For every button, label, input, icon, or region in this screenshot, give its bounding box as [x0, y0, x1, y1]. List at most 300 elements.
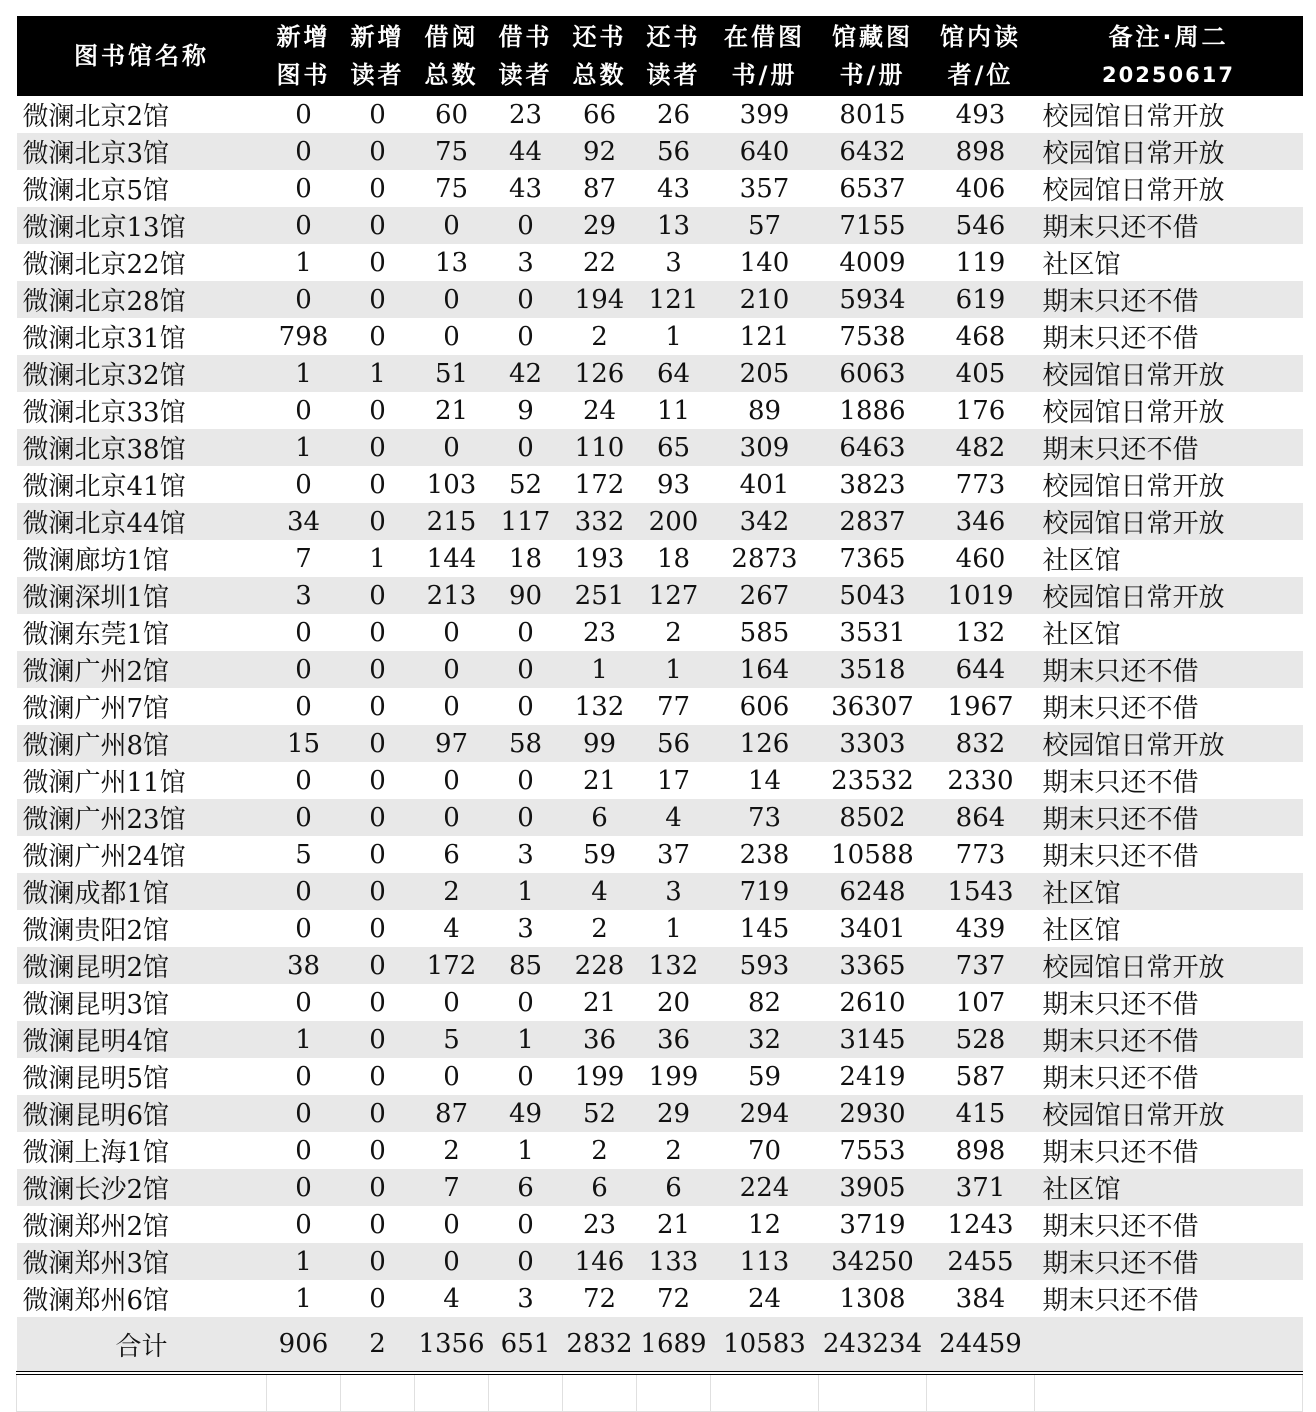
- cell-return-readers[interactable]: 3: [637, 873, 711, 910]
- cell-borrow-readers[interactable]: 6: [489, 1169, 563, 1206]
- cell-new-readers[interactable]: 0: [369, 839, 386, 870]
- cell-borrow-readers[interactable]: 0: [489, 281, 563, 318]
- cell-library-name[interactable]: 微澜广州11馆: [22, 768, 186, 798]
- cell-note[interactable]: 校园馆日常开放: [1042, 472, 1225, 502]
- cell-holdings[interactable]: 5043: [819, 577, 927, 614]
- cell-borrow-total[interactable]: 4: [443, 913, 460, 944]
- cell-note[interactable]: 期末只还不借: [1035, 429, 1303, 466]
- cell-new-readers[interactable]: 0: [369, 469, 386, 500]
- cell-return-readers[interactable]: 64: [637, 355, 711, 392]
- empty-cell[interactable]: [415, 1373, 489, 1412]
- cell-holdings[interactable]: 7155: [819, 207, 927, 244]
- cell-new-books[interactable]: 0: [295, 173, 312, 204]
- cell-note[interactable]: 期末只还不借: [1035, 1243, 1303, 1280]
- cell-borrow-total[interactable]: 0: [443, 321, 460, 352]
- cell-return-total[interactable]: 87: [582, 173, 617, 204]
- cell-note[interactable]: 期末只还不借: [1042, 1212, 1199, 1242]
- cell-on-loan[interactable]: 113: [711, 1243, 819, 1280]
- cell-seats[interactable]: 1243: [947, 1209, 1014, 1240]
- cell-note[interactable]: 校园馆日常开放: [1035, 133, 1303, 170]
- cell-borrow-total[interactable]: 0: [443, 987, 460, 1018]
- total-holdings[interactable]: 243234: [819, 1317, 927, 1373]
- cell-return-readers[interactable]: 17: [656, 765, 691, 796]
- cell-new-books[interactable]: 0: [267, 873, 341, 910]
- cell-holdings[interactable]: 6432: [819, 133, 927, 170]
- cell-library-name[interactable]: 微澜北京13馆: [17, 207, 267, 244]
- cell-note[interactable]: 社区馆: [1042, 250, 1121, 280]
- cell-return-total[interactable]: 24: [582, 395, 617, 426]
- cell-holdings[interactable]: 3531: [839, 617, 906, 648]
- cell-new-books[interactable]: 0: [295, 1061, 312, 1092]
- cell-new-books[interactable]: 0: [295, 765, 312, 796]
- cell-borrow-total[interactable]: 0: [443, 617, 460, 648]
- cell-borrow-readers[interactable]: 0: [517, 765, 534, 796]
- cell-new-books[interactable]: 0: [295, 395, 312, 426]
- cell-return-total[interactable]: 199: [574, 1061, 625, 1092]
- cell-holdings[interactable]: 4009: [839, 247, 906, 278]
- cell-seats[interactable]: 119: [955, 247, 1006, 278]
- cell-library-name[interactable]: 微澜北京31馆: [22, 324, 186, 354]
- cell-seats[interactable]: 346: [927, 503, 1035, 540]
- cell-return-readers[interactable]: 6: [637, 1169, 711, 1206]
- cell-borrow-readers[interactable]: 3: [517, 247, 534, 278]
- cell-new-readers[interactable]: 0: [369, 1135, 386, 1166]
- cell-borrow-total[interactable]: 0: [415, 799, 489, 836]
- cell-note[interactable]: 校园馆日常开放: [1042, 398, 1225, 428]
- cell-library-name[interactable]: 微澜长沙2馆: [17, 1169, 267, 1206]
- cell-return-total[interactable]: 193: [574, 543, 625, 574]
- total-seats[interactable]: 24459: [927, 1317, 1035, 1373]
- cell-return-readers[interactable]: 133: [637, 1243, 711, 1280]
- cell-note[interactable]: 期末只还不借: [1042, 694, 1199, 724]
- cell-new-books[interactable]: 0: [267, 651, 341, 688]
- cell-new-readers[interactable]: 0: [341, 207, 415, 244]
- cell-borrow-readers[interactable]: 0: [489, 799, 563, 836]
- cell-holdings[interactable]: 7538: [839, 321, 906, 352]
- cell-new-books[interactable]: 34: [267, 503, 341, 540]
- cell-library-name[interactable]: 微澜昆明5馆: [22, 1064, 170, 1094]
- empty-cell[interactable]: [637, 1373, 711, 1412]
- cell-borrow-readers[interactable]: 1: [489, 1021, 563, 1058]
- cell-note[interactable]: 期末只还不借: [1042, 990, 1199, 1020]
- cell-library-name[interactable]: 微澜廊坊1馆: [22, 546, 170, 576]
- cell-borrow-total[interactable]: 103: [426, 469, 477, 500]
- total-new-books[interactable]: 906: [267, 1317, 341, 1373]
- cell-return-readers[interactable]: 43: [656, 173, 691, 204]
- cell-seats[interactable]: 1019: [927, 577, 1035, 614]
- cell-on-loan[interactable]: 24: [747, 1283, 782, 1314]
- cell-note[interactable]: 期末只还不借: [1042, 842, 1199, 872]
- cell-library-name[interactable]: 微澜广州23馆: [17, 799, 267, 836]
- cell-note[interactable]: 期末只还不借: [1035, 799, 1303, 836]
- cell-on-loan[interactable]: 401: [739, 469, 790, 500]
- cell-return-readers[interactable]: 1: [665, 321, 682, 352]
- cell-seats[interactable]: 773: [955, 469, 1006, 500]
- cell-new-books[interactable]: 1: [295, 1283, 312, 1314]
- cell-return-readers[interactable]: 65: [637, 429, 711, 466]
- cell-holdings[interactable]: 2930: [819, 1095, 927, 1132]
- cell-return-readers[interactable]: 93: [656, 469, 691, 500]
- cell-on-loan[interactable]: 238: [739, 839, 790, 870]
- cell-borrow-total[interactable]: 4: [443, 1283, 460, 1314]
- cell-library-name[interactable]: 微澜广州2馆: [17, 651, 267, 688]
- cell-holdings[interactable]: 3145: [819, 1021, 927, 1058]
- cell-library-name[interactable]: 微澜北京44馆: [17, 503, 267, 540]
- cell-borrow-readers[interactable]: 18: [508, 543, 543, 574]
- cell-new-readers[interactable]: 0: [341, 577, 415, 614]
- cell-holdings[interactable]: 7553: [839, 1135, 906, 1166]
- cell-holdings[interactable]: 2610: [839, 987, 906, 1018]
- cell-borrow-readers[interactable]: 1: [489, 873, 563, 910]
- cell-new-books[interactable]: 0: [295, 1209, 312, 1240]
- cell-borrow-total[interactable]: 215: [415, 503, 489, 540]
- cell-on-loan[interactable]: 267: [711, 577, 819, 614]
- cell-new-readers[interactable]: 0: [369, 1283, 386, 1314]
- cell-return-readers[interactable]: 127: [637, 577, 711, 614]
- cell-borrow-readers[interactable]: 85: [489, 947, 563, 984]
- cell-new-books[interactable]: 0: [267, 133, 341, 170]
- cell-borrow-total[interactable]: 0: [415, 651, 489, 688]
- cell-return-readers[interactable]: 77: [656, 691, 691, 722]
- cell-return-readers[interactable]: 1: [637, 651, 711, 688]
- cell-on-loan[interactable]: 357: [739, 173, 790, 204]
- cell-return-total[interactable]: 22: [582, 247, 617, 278]
- cell-on-loan[interactable]: 121: [739, 321, 790, 352]
- cell-library-name[interactable]: 微澜北京2馆: [22, 102, 170, 132]
- cell-borrow-total[interactable]: 0: [415, 429, 489, 466]
- cell-holdings[interactable]: 3365: [819, 947, 927, 984]
- cell-borrow-total[interactable]: 0: [415, 207, 489, 244]
- cell-return-readers[interactable]: 29: [637, 1095, 711, 1132]
- cell-return-total[interactable]: 6: [563, 799, 637, 836]
- cell-borrow-total[interactable]: 75: [434, 173, 469, 204]
- cell-library-name[interactable]: 微澜北京33馆: [22, 398, 186, 428]
- cell-borrow-readers[interactable]: 44: [489, 133, 563, 170]
- cell-note[interactable]: 期末只还不借: [1035, 207, 1303, 244]
- cell-return-readers[interactable]: 121: [637, 281, 711, 318]
- cell-return-readers[interactable]: 20: [656, 987, 691, 1018]
- cell-on-loan[interactable]: 205: [711, 355, 819, 392]
- cell-borrow-readers[interactable]: 0: [489, 429, 563, 466]
- cell-holdings[interactable]: 8015: [839, 99, 906, 130]
- header-new-readers[interactable]: 新增 读者: [341, 16, 415, 96]
- cell-return-readers[interactable]: 72: [656, 1283, 691, 1314]
- cell-seats[interactable]: 405: [927, 355, 1035, 392]
- cell-library-name[interactable]: 微澜昆明2馆: [17, 947, 267, 984]
- cell-on-loan[interactable]: 719: [711, 873, 819, 910]
- cell-library-name[interactable]: 微澜北京22馆: [22, 250, 186, 280]
- cell-new-readers[interactable]: 0: [369, 247, 386, 278]
- cell-new-books[interactable]: 0: [267, 799, 341, 836]
- cell-holdings[interactable]: 1886: [839, 395, 906, 426]
- cell-new-books[interactable]: 0: [295, 99, 312, 130]
- cell-note[interactable]: 社区馆: [1042, 620, 1121, 650]
- total-borrow-readers[interactable]: 651: [489, 1317, 563, 1373]
- cell-borrow-total[interactable]: 144: [426, 543, 477, 574]
- cell-holdings[interactable]: 10588: [831, 839, 914, 870]
- cell-library-name[interactable]: 微澜郑州6馆: [22, 1286, 170, 1316]
- cell-seats[interactable]: 1543: [927, 873, 1035, 910]
- cell-return-total[interactable]: 36: [563, 1021, 637, 1058]
- header-borrow-readers[interactable]: 借书 读者: [489, 16, 563, 96]
- cell-holdings[interactable]: 1308: [839, 1283, 906, 1314]
- cell-note[interactable]: 校园馆日常开放: [1035, 503, 1303, 540]
- cell-on-loan[interactable]: 224: [711, 1169, 819, 1206]
- cell-note[interactable]: 社区馆: [1035, 873, 1303, 910]
- cell-new-books[interactable]: 798: [278, 321, 329, 352]
- cell-borrow-readers[interactable]: 0: [489, 651, 563, 688]
- cell-new-readers[interactable]: 0: [341, 1243, 415, 1280]
- cell-on-loan[interactable]: 57: [711, 207, 819, 244]
- cell-borrow-total[interactable]: 0: [443, 765, 460, 796]
- cell-library-name[interactable]: 微澜北京3馆: [17, 133, 267, 170]
- cell-new-readers[interactable]: 0: [369, 99, 386, 130]
- cell-new-books[interactable]: 0: [295, 617, 312, 648]
- cell-new-books[interactable]: 1: [267, 429, 341, 466]
- cell-library-name[interactable]: 微澜郑州3馆: [17, 1243, 267, 1280]
- cell-new-books[interactable]: 0: [295, 469, 312, 500]
- cell-on-loan[interactable]: 640: [711, 133, 819, 170]
- cell-seats[interactable]: 864: [927, 799, 1035, 836]
- cell-note[interactable]: 期末只还不借: [1035, 1021, 1303, 1058]
- total-return-readers[interactable]: 1689: [637, 1317, 711, 1373]
- cell-on-loan[interactable]: 164: [711, 651, 819, 688]
- cell-note[interactable]: 校园馆日常开放: [1035, 1095, 1303, 1132]
- cell-note[interactable]: 社区馆: [1042, 546, 1121, 576]
- cell-return-readers[interactable]: 132: [637, 947, 711, 984]
- cell-return-readers[interactable]: 26: [656, 99, 691, 130]
- empty-cell[interactable]: [927, 1373, 1035, 1412]
- cell-borrow-readers[interactable]: 49: [489, 1095, 563, 1132]
- cell-note[interactable]: 校园馆日常开放: [1035, 725, 1303, 762]
- cell-note[interactable]: 期末只还不借: [1042, 1286, 1199, 1316]
- cell-seats[interactable]: 898: [955, 1135, 1006, 1166]
- cell-borrow-readers[interactable]: 3: [517, 1283, 534, 1314]
- cell-borrow-total[interactable]: 87: [415, 1095, 489, 1132]
- cell-library-name[interactable]: 微澜上海1馆: [22, 1138, 170, 1168]
- cell-new-readers[interactable]: 0: [369, 765, 386, 796]
- cell-holdings[interactable]: 2837: [819, 503, 927, 540]
- cell-seats[interactable]: 737: [927, 947, 1035, 984]
- cell-borrow-total[interactable]: 13: [434, 247, 469, 278]
- cell-return-readers[interactable]: 13: [637, 207, 711, 244]
- cell-on-loan[interactable]: 59: [747, 1061, 782, 1092]
- header-new-books[interactable]: 新增 图书: [267, 16, 341, 96]
- cell-new-books[interactable]: 7: [295, 543, 312, 574]
- cell-note[interactable]: 社区馆: [1042, 916, 1121, 946]
- cell-borrow-readers[interactable]: 58: [489, 725, 563, 762]
- cell-library-name[interactable]: 微澜北京32馆: [17, 355, 267, 392]
- header-on-loan[interactable]: 在借图 书/册: [711, 16, 819, 96]
- total-borrow-total[interactable]: 1356: [415, 1317, 489, 1373]
- total-library-name[interactable]: 合计: [17, 1317, 267, 1373]
- cell-seats[interactable]: 371: [927, 1169, 1035, 1206]
- cell-return-readers[interactable]: 56: [637, 725, 711, 762]
- cell-holdings[interactable]: 3905: [819, 1169, 927, 1206]
- cell-library-name[interactable]: 微澜昆明6馆: [17, 1095, 267, 1132]
- cell-new-readers[interactable]: 0: [369, 987, 386, 1018]
- cell-library-name[interactable]: 微澜北京41馆: [22, 472, 186, 502]
- empty-cell[interactable]: [489, 1373, 563, 1412]
- cell-borrow-total[interactable]: 172: [415, 947, 489, 984]
- cell-new-readers[interactable]: 0: [341, 1021, 415, 1058]
- cell-return-total[interactable]: 251: [563, 577, 637, 614]
- cell-new-readers[interactable]: 0: [369, 173, 386, 204]
- cell-new-readers[interactable]: 0: [341, 799, 415, 836]
- cell-return-total[interactable]: 99: [563, 725, 637, 762]
- cell-return-readers[interactable]: 18: [656, 543, 691, 574]
- cell-new-readers[interactable]: 0: [369, 321, 386, 352]
- cell-seats[interactable]: 587: [955, 1061, 1006, 1092]
- cell-holdings[interactable]: 36307: [831, 691, 914, 722]
- cell-seats[interactable]: 132: [955, 617, 1006, 648]
- cell-holdings[interactable]: 3823: [839, 469, 906, 500]
- empty-cell[interactable]: [563, 1373, 637, 1412]
- cell-on-loan[interactable]: 606: [739, 691, 790, 722]
- cell-borrow-total[interactable]: 0: [443, 1061, 460, 1092]
- cell-new-readers[interactable]: 0: [341, 503, 415, 540]
- cell-new-readers[interactable]: 0: [369, 691, 386, 722]
- cell-new-readers[interactable]: 1: [341, 355, 415, 392]
- cell-seats[interactable]: 460: [955, 543, 1006, 574]
- cell-note[interactable]: 期末只还不借: [1042, 324, 1199, 354]
- cell-borrow-total[interactable]: 60: [434, 99, 469, 130]
- cell-return-readers[interactable]: 3: [665, 247, 682, 278]
- total-note[interactable]: [1035, 1317, 1303, 1373]
- cell-new-books[interactable]: 0: [267, 1169, 341, 1206]
- cell-new-readers[interactable]: 0: [341, 651, 415, 688]
- cell-borrow-total[interactable]: 0: [443, 1209, 460, 1240]
- cell-holdings[interactable]: 3518: [819, 651, 927, 688]
- cell-on-loan[interactable]: 89: [747, 395, 782, 426]
- empty-cell[interactable]: [341, 1373, 415, 1412]
- cell-return-total[interactable]: 146: [563, 1243, 637, 1280]
- cell-on-loan[interactable]: 73: [711, 799, 819, 836]
- cell-return-total[interactable]: 332: [563, 503, 637, 540]
- cell-holdings[interactable]: 3303: [819, 725, 927, 762]
- cell-borrow-total[interactable]: 97: [415, 725, 489, 762]
- cell-return-readers[interactable]: 2: [665, 617, 682, 648]
- header-return-total[interactable]: 还书 总数: [563, 16, 637, 96]
- cell-seats[interactable]: 2330: [947, 765, 1014, 796]
- cell-new-books[interactable]: 0: [267, 1095, 341, 1132]
- cell-holdings[interactable]: 23532: [831, 765, 914, 796]
- cell-library-name[interactable]: 微澜北京38馆: [17, 429, 267, 466]
- cell-borrow-readers[interactable]: 0: [517, 617, 534, 648]
- cell-new-books[interactable]: 3: [267, 577, 341, 614]
- cell-return-total[interactable]: 132: [574, 691, 625, 722]
- cell-borrow-readers[interactable]: 0: [517, 1209, 534, 1240]
- cell-on-loan[interactable]: 140: [739, 247, 790, 278]
- header-borrow-total[interactable]: 借阅 总数: [415, 16, 489, 96]
- cell-new-books[interactable]: 38: [267, 947, 341, 984]
- empty-cell[interactable]: [819, 1373, 927, 1412]
- cell-note[interactable]: 期末只还不借: [1035, 281, 1303, 318]
- cell-library-name[interactable]: 微澜东莞1馆: [22, 620, 170, 650]
- cell-new-readers[interactable]: 0: [341, 429, 415, 466]
- cell-return-readers[interactable]: 36: [637, 1021, 711, 1058]
- cell-borrow-total[interactable]: 2: [443, 1135, 460, 1166]
- header-return-readers[interactable]: 还书 读者: [637, 16, 711, 96]
- empty-cell[interactable]: [17, 1373, 267, 1412]
- cell-seats[interactable]: 406: [955, 173, 1006, 204]
- cell-seats[interactable]: 468: [955, 321, 1006, 352]
- cell-library-name[interactable]: 微澜昆明3馆: [22, 990, 170, 1020]
- cell-borrow-total[interactable]: 0: [415, 1243, 489, 1280]
- cell-return-total[interactable]: 1: [563, 651, 637, 688]
- cell-new-books[interactable]: 0: [295, 1135, 312, 1166]
- cell-on-loan[interactable]: 126: [711, 725, 819, 762]
- cell-return-total[interactable]: 110: [563, 429, 637, 466]
- cell-new-books[interactable]: 0: [267, 281, 341, 318]
- cell-note[interactable]: 期末只还不借: [1035, 651, 1303, 688]
- cell-return-total[interactable]: 29: [563, 207, 637, 244]
- cell-new-readers[interactable]: 0: [369, 617, 386, 648]
- cell-on-loan[interactable]: 12: [747, 1209, 782, 1240]
- cell-on-loan[interactable]: 309: [711, 429, 819, 466]
- cell-note[interactable]: 校园馆日常开放: [1035, 947, 1303, 984]
- cell-borrow-total[interactable]: 51: [415, 355, 489, 392]
- cell-holdings[interactable]: 6463: [819, 429, 927, 466]
- cell-new-books[interactable]: 1: [267, 1243, 341, 1280]
- cell-holdings[interactable]: 6063: [819, 355, 927, 392]
- total-new-readers[interactable]: 2: [341, 1317, 415, 1373]
- cell-borrow-readers[interactable]: 42: [489, 355, 563, 392]
- cell-return-total[interactable]: 2: [591, 1135, 608, 1166]
- cell-library-name[interactable]: 微澜郑州2馆: [22, 1212, 170, 1242]
- cell-holdings[interactable]: 7365: [839, 543, 906, 574]
- empty-cell[interactable]: [711, 1373, 819, 1412]
- cell-holdings[interactable]: 5934: [819, 281, 927, 318]
- cell-seats[interactable]: 619: [927, 281, 1035, 318]
- total-on-loan[interactable]: 10583: [711, 1317, 819, 1373]
- header-library-name[interactable]: 图书馆名称: [17, 16, 267, 96]
- cell-borrow-readers[interactable]: 90: [489, 577, 563, 614]
- cell-seats[interactable]: 644: [927, 651, 1035, 688]
- cell-on-loan[interactable]: 145: [739, 913, 790, 944]
- cell-borrow-readers[interactable]: 0: [517, 987, 534, 1018]
- cell-new-readers[interactable]: 0: [341, 1169, 415, 1206]
- cell-new-readers[interactable]: 0: [369, 913, 386, 944]
- cell-on-loan[interactable]: 210: [711, 281, 819, 318]
- cell-seats[interactable]: 773: [955, 839, 1006, 870]
- cell-holdings[interactable]: 34250: [819, 1243, 927, 1280]
- cell-new-readers[interactable]: 0: [341, 725, 415, 762]
- cell-holdings[interactable]: 2419: [839, 1061, 906, 1092]
- cell-note[interactable]: 社区馆: [1035, 1169, 1303, 1206]
- cell-return-readers[interactable]: 1: [665, 913, 682, 944]
- cell-borrow-total[interactable]: 75: [415, 133, 489, 170]
- cell-borrow-total[interactable]: 5: [415, 1021, 489, 1058]
- cell-return-total[interactable]: 2: [591, 913, 608, 944]
- cell-borrow-readers[interactable]: 0: [489, 1243, 563, 1280]
- cell-return-total[interactable]: 21: [582, 765, 617, 796]
- cell-library-name[interactable]: 微澜成都1馆: [17, 873, 267, 910]
- cell-library-name[interactable]: 微澜广州8馆: [17, 725, 267, 762]
- cell-seats[interactable]: 493: [955, 99, 1006, 130]
- cell-new-books[interactable]: 1: [267, 355, 341, 392]
- cell-return-total[interactable]: 2: [591, 321, 608, 352]
- cell-seats[interactable]: 384: [955, 1283, 1006, 1314]
- cell-note[interactable]: 校园馆日常开放: [1035, 577, 1303, 614]
- cell-seats[interactable]: 546: [927, 207, 1035, 244]
- cell-note[interactable]: 期末只还不借: [1042, 1138, 1199, 1168]
- cell-new-readers[interactable]: 0: [369, 395, 386, 426]
- empty-cell[interactable]: [1035, 1373, 1303, 1412]
- cell-library-name[interactable]: 微澜深圳1馆: [17, 577, 267, 614]
- cell-borrow-total[interactable]: 6: [443, 839, 460, 870]
- cell-borrow-readers[interactable]: 43: [508, 173, 543, 204]
